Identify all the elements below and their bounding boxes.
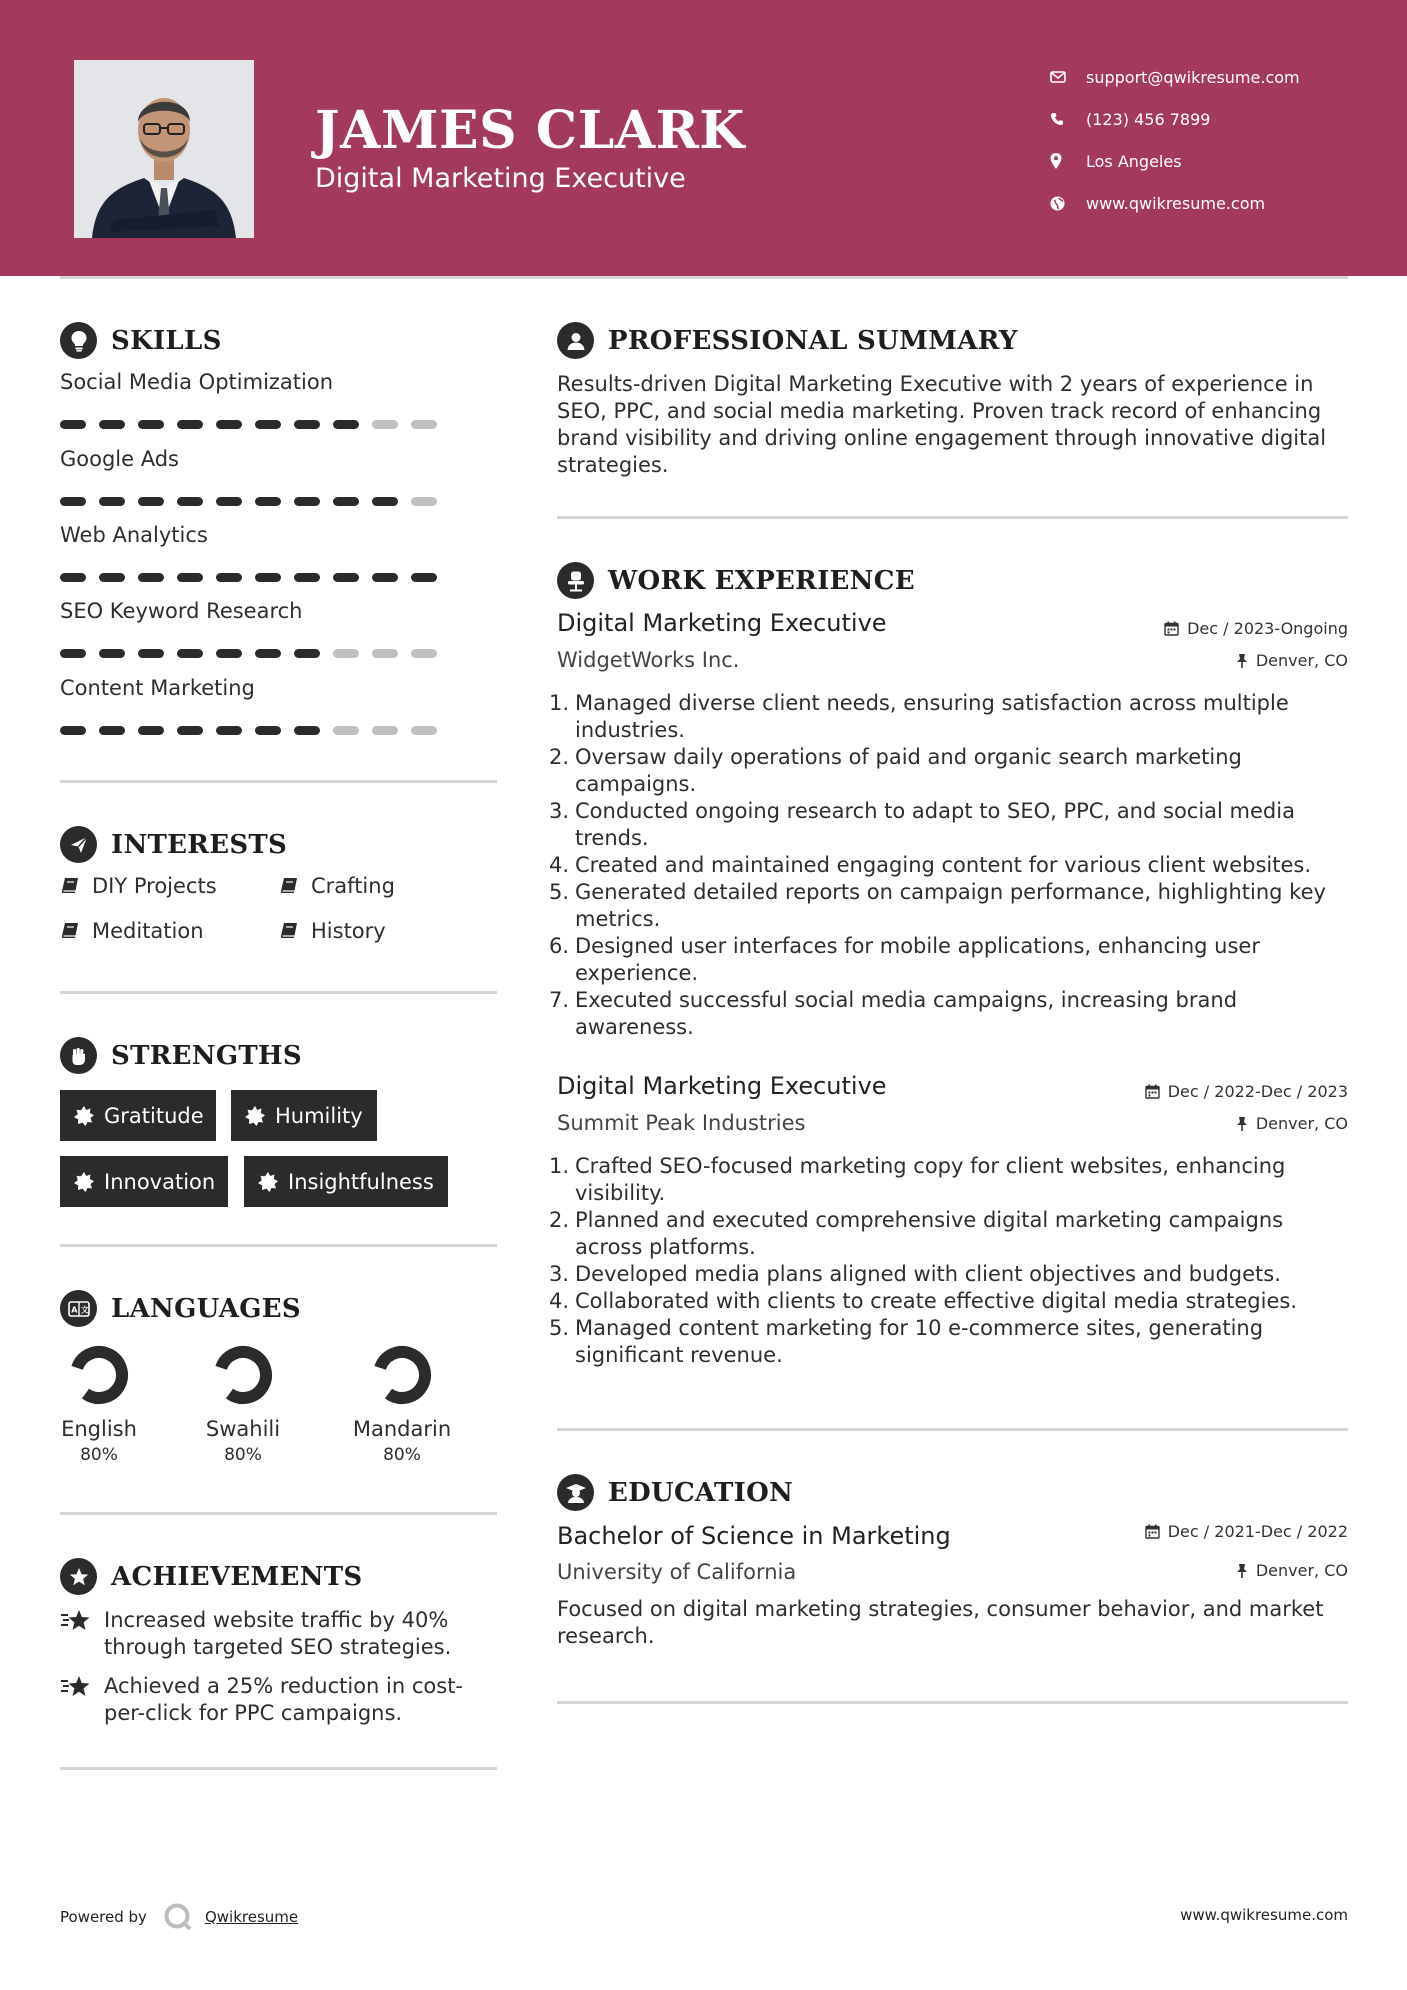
section-divider: [60, 1767, 497, 1770]
duty-text: Created and maintained engaging content for various client websites.: [575, 853, 1312, 877]
list-item: 3. Conducted ongoing research to adapt to SEO, PPC, and social media trends.: [557, 798, 1347, 852]
skill-segment-empty: [411, 726, 437, 735]
skill-segment-empty: [333, 649, 359, 658]
skill-segment-filled: [333, 420, 359, 429]
interest-label: DIY Projects: [92, 874, 217, 898]
skill-rating-bar: [60, 649, 437, 658]
languages-title: LANGUAGES: [111, 1293, 301, 1324]
duty-text: Developed media plans aligned with client objectives and budgets.: [575, 1262, 1281, 1286]
skill-segment-filled: [99, 497, 125, 506]
skill-segment-filled: [138, 649, 164, 658]
contact-email-text: support@qwikresume.com: [1086, 67, 1300, 87]
interest-label: History: [311, 919, 386, 943]
skill-segment-filled: [255, 497, 281, 506]
skill-segment-filled: [294, 420, 320, 429]
skills-heading: [60, 322, 222, 359]
skill-segment-filled: [138, 726, 164, 735]
skill-segment-filled: [177, 649, 203, 658]
job-location: [1236, 1114, 1348, 1133]
language-progress-ring: [370, 1343, 434, 1407]
skill-segment-empty: [411, 420, 437, 429]
badge-icon: [74, 1106, 94, 1126]
footer-url[interactable]: www.qwikresume.com: [1180, 1906, 1348, 1924]
contact-website-text: www.qwikresume.com: [1086, 193, 1266, 213]
contact-phone-text: (123) 456 7899: [1086, 109, 1211, 129]
footer-branding: [60, 1902, 298, 1932]
language-percent: 80%: [80, 1445, 118, 1465]
skill-label: Web Analytics: [60, 523, 208, 547]
badge-icon: [245, 1106, 265, 1126]
contact-location-text: Los Angeles: [1086, 151, 1182, 171]
duty-text: Planned and executed comprehensive digital marketing campaigns across platforms.: [575, 1208, 1284, 1259]
badge-icon: [74, 1172, 94, 1192]
duty-text: Oversaw daily operations of paid and organic search marketing campaigns.: [575, 745, 1242, 796]
skill-segment-filled: [216, 573, 242, 582]
interests-heading: [60, 826, 287, 863]
pushpin-icon: [1236, 1116, 1248, 1131]
skill-segment-filled: [333, 573, 359, 582]
summary-text: Results-driven Digital Marketing Executive with 2 years of experience in SEO, PPC, and social media marketing. Proven track record of enhancing brand visibility and driving online engagement through innovative digital strategies.: [557, 372, 1327, 477]
experience-heading: [557, 562, 915, 599]
calendar-icon: [1164, 621, 1179, 636]
skill-label: SEO Keyword Research: [60, 599, 303, 623]
job-dates-text: Dec / 2023-Ongoing: [1187, 619, 1348, 638]
job-duties-list: [549, 690, 1347, 1041]
book-icon: [279, 876, 299, 896]
job-dates: [1145, 1082, 1348, 1101]
svg-text:文: 文: [80, 1305, 89, 1314]
candidate-title: Digital Marketing Executive: [315, 163, 686, 194]
contact-phone[interactable]: [1050, 98, 1390, 140]
list-item: 1. Crafted SEO-focused marketing copy for client websites, enhancing visibility.: [557, 1153, 1347, 1207]
skill-segment-filled: [60, 649, 86, 658]
powered-by-text: Powered by: [60, 1908, 147, 1926]
star-badge-icon: [60, 1558, 97, 1595]
company-name: Summit Peak Industries: [557, 1111, 806, 1135]
strengths-title: STRENGTHS: [111, 1040, 302, 1071]
contact-email[interactable]: [1050, 56, 1390, 98]
achievement-item: [60, 1673, 500, 1727]
skill-segment-empty: [411, 497, 437, 506]
language-progress-ring: [211, 1343, 275, 1407]
strength-tag: [60, 1090, 216, 1141]
strength-label: Insightfulness: [288, 1169, 434, 1194]
education-description: Focused on digital marketing strategies, consumer behavior, and market research.: [557, 1597, 1324, 1648]
duty-text: Crafted SEO-focused marketing copy for client websites, enhancing visibility.: [575, 1154, 1286, 1205]
section-divider: [60, 780, 497, 783]
skill-segment-filled: [411, 573, 437, 582]
achievement-text: Increased website traffic by 40% through targeted SEO strategies.: [104, 1608, 452, 1659]
job-title: Digital Marketing Executive: [557, 1072, 887, 1100]
list-item: 6. Designed user interfaces for mobile applications, enhancing user experience.: [557, 933, 1347, 987]
skill-segment-filled: [216, 497, 242, 506]
language-progress-arc: [221, 1352, 266, 1398]
skill-segment-filled: [99, 649, 125, 658]
graduate-icon: [557, 1474, 594, 1511]
language-name: English: [61, 1417, 137, 1441]
skills-title: SKILLS: [111, 325, 222, 356]
language-icon: [60, 1290, 97, 1327]
job-location-text: Denver, CO: [1255, 1114, 1348, 1133]
skill-label: Content Marketing: [60, 676, 255, 700]
book-icon: [60, 921, 80, 941]
strengths-heading: [60, 1037, 302, 1074]
education-heading: [557, 1474, 793, 1511]
skill-segment-filled: [294, 649, 320, 658]
list-item: 5. Managed content marketing for 10 e-commerce sites, generating significant revenue.: [557, 1315, 1347, 1369]
section-divider: [557, 516, 1348, 519]
skill-segment-filled: [255, 573, 281, 582]
skill-segment-filled: [177, 726, 203, 735]
resume-header: [0, 0, 1407, 276]
language-item: [39, 1343, 159, 1465]
envelope-icon: [1050, 71, 1086, 83]
list-item: 7. Executed successful social media campaigns, increasing brand awareness.: [557, 987, 1347, 1041]
language-progress-arc: [380, 1352, 425, 1398]
office-chair-icon: [557, 562, 594, 599]
interest-item: [60, 874, 217, 898]
education-dates-text: Dec / 2021-Dec / 2022: [1167, 1522, 1348, 1541]
skill-segment-empty: [372, 649, 398, 658]
list-item: 4. Created and maintained engaging content for various client websites.: [549, 853, 1312, 877]
summary-title: PROFESSIONAL SUMMARY: [608, 325, 1018, 356]
strength-tag: [244, 1156, 448, 1207]
duty-text: Generated detailed reports on campaign performance, highlighting key metrics.: [575, 880, 1326, 931]
phone-icon: [1050, 112, 1086, 126]
job-duties-list: [549, 1153, 1347, 1369]
company-name: WidgetWorks Inc.: [557, 648, 740, 672]
skill-segment-filled: [372, 497, 398, 506]
skill-segment-filled: [216, 420, 242, 429]
skill-segment-filled: [138, 420, 164, 429]
skill-segment-filled: [60, 497, 86, 506]
skill-segment-filled: [216, 726, 242, 735]
trophy-star-icon: [60, 1607, 104, 1661]
book-icon: [60, 876, 80, 896]
profile-photo: [74, 60, 254, 238]
language-progress-ring: [67, 1343, 131, 1407]
interest-item: [279, 874, 395, 898]
qwikresume-link[interactable]: Qwikresume: [204, 1908, 299, 1926]
lightbulb-icon: [60, 322, 97, 359]
skill-segment-empty: [411, 649, 437, 658]
job-dates: [1164, 619, 1348, 638]
language-name: Swahili: [205, 1417, 281, 1441]
achievement-text: Achieved a 25% reduction in cost-per-click for PPC campaigns.: [104, 1674, 463, 1725]
skill-segment-filled: [255, 420, 281, 429]
skill-segment-filled: [333, 497, 359, 506]
section-divider: [557, 1701, 1348, 1704]
education-title: EDUCATION: [608, 1477, 794, 1508]
summary-heading: [557, 322, 1018, 359]
school-name: University of California: [557, 1560, 797, 1584]
skill-segment-filled: [216, 649, 242, 658]
skill-segment-filled: [60, 726, 86, 735]
book-icon: [279, 921, 299, 941]
language-percent: 80%: [224, 1445, 262, 1465]
education-location-text: Denver, CO: [1255, 1561, 1348, 1580]
job-title: Digital Marketing Executive: [557, 609, 887, 637]
paper-plane-icon: [60, 826, 97, 863]
skill-segment-filled: [60, 573, 86, 582]
interests-title: INTERESTS: [111, 829, 288, 860]
candidate-name: JAMES CLARK: [315, 100, 746, 161]
user-icon: [557, 322, 594, 359]
calendar-icon: [1145, 1084, 1160, 1099]
language-name: Mandarin: [352, 1417, 452, 1441]
calendar-icon: [1145, 1524, 1160, 1539]
skill-label: Social Media Optimization: [60, 370, 334, 394]
skill-segment-filled: [99, 420, 125, 429]
contact-location: [1050, 140, 1390, 182]
duty-text: Designed user interfaces for mobile applications, enhancing user experience.: [575, 934, 1260, 985]
experience-title: WORK EXPERIENCE: [608, 565, 915, 596]
skill-segment-filled: [177, 573, 203, 582]
skill-segment-filled: [60, 420, 86, 429]
job-location-text: Denver, CO: [1255, 651, 1348, 670]
list-item: 5. Generated detailed reports on campaign performance, highlighting key metrics.: [557, 879, 1347, 933]
trophy-star-icon: [60, 1673, 104, 1727]
skill-segment-empty: [372, 420, 398, 429]
qwikresume-logo-icon: [163, 1902, 193, 1932]
achievements-title: ACHIEVEMENTS: [111, 1561, 363, 1592]
skill-rating-bar: [60, 420, 437, 429]
section-divider: [557, 1428, 1348, 1431]
pushpin-icon: [1236, 653, 1248, 668]
degree-title: Bachelor of Science in Marketing: [557, 1522, 951, 1550]
language-progress-arc: [77, 1352, 122, 1398]
language-item: [183, 1343, 303, 1465]
languages-heading: [60, 1290, 301, 1327]
skill-segment-empty: [372, 726, 398, 735]
fist-icon: [60, 1037, 97, 1074]
skill-segment-filled: [99, 726, 125, 735]
section-divider: [60, 1244, 497, 1247]
skill-rating-bar: [60, 497, 437, 506]
skill-segment-filled: [177, 420, 203, 429]
duty-text: Executed successful social media campaigns, increasing brand awareness.: [575, 988, 1238, 1039]
skill-segment-filled: [99, 573, 125, 582]
duty-text: Managed content marketing for 10 e-commerce sites, generating significant revenue.: [575, 1316, 1264, 1367]
svg-text:A: A: [70, 1305, 77, 1314]
education-location: [1236, 1561, 1348, 1580]
skill-segment-filled: [255, 726, 281, 735]
contact-list: [1050, 56, 1390, 224]
list-item: 3. Developed media plans aligned with client objectives and budgets.: [549, 1262, 1281, 1286]
badge-icon: [258, 1172, 278, 1192]
language-percent: 80%: [383, 1445, 421, 1465]
list-item: 2. Oversaw daily operations of paid and organic search marketing campaigns.: [557, 744, 1347, 798]
skill-segment-filled: [138, 573, 164, 582]
contact-website[interactable]: [1050, 182, 1390, 224]
interest-label: Crafting: [311, 874, 395, 898]
skill-segment-filled: [294, 726, 320, 735]
achievement-item: [60, 1607, 500, 1661]
section-divider: [60, 1512, 497, 1515]
job-dates-text: Dec / 2022-Dec / 2023: [1167, 1082, 1348, 1101]
strength-label: Humility: [275, 1103, 363, 1128]
skill-segment-filled: [138, 497, 164, 506]
skill-segment-empty: [333, 726, 359, 735]
strength-tag: [231, 1090, 377, 1141]
strength-label: Gratitude: [104, 1103, 204, 1128]
map-pin-icon: [1050, 153, 1086, 169]
interest-item: [60, 919, 204, 943]
interest-label: Meditation: [92, 919, 204, 943]
skill-label: Google Ads: [60, 447, 179, 471]
duty-text: Managed diverse client needs, ensuring satisfaction across multiple industries.: [575, 691, 1289, 742]
job-location: [1236, 651, 1348, 670]
pushpin-icon: [1236, 1563, 1248, 1578]
skill-rating-bar: [60, 726, 437, 735]
skill-segment-filled: [255, 649, 281, 658]
list-item: 2. Planned and executed comprehensive digital marketing campaigns across platforms.: [557, 1207, 1347, 1261]
skill-rating-bar: [60, 573, 437, 582]
list-item: 4. Collaborated with clients to create effective digital media strategies.: [549, 1289, 1298, 1313]
strength-tag: [60, 1156, 228, 1207]
duty-text: Conducted ongoing research to adapt to SEO, PPC, and social media trends.: [575, 799, 1295, 850]
header-divider: [60, 276, 1348, 279]
duty-text: Collaborated with clients to create effective digital media strategies.: [575, 1289, 1298, 1313]
skill-segment-filled: [372, 573, 398, 582]
strength-label: Innovation: [104, 1169, 216, 1194]
skill-segment-filled: [294, 573, 320, 582]
globe-icon: [1050, 196, 1086, 211]
section-divider: [60, 991, 497, 994]
education-dates: [1145, 1522, 1348, 1541]
list-item: 1. Managed diverse client needs, ensuring satisfaction across multiple industries.: [557, 690, 1347, 744]
skill-segment-filled: [294, 497, 320, 506]
interest-item: [279, 919, 386, 943]
skill-segment-filled: [177, 497, 203, 506]
achievements-heading: [60, 1558, 363, 1595]
language-item: [342, 1343, 462, 1465]
